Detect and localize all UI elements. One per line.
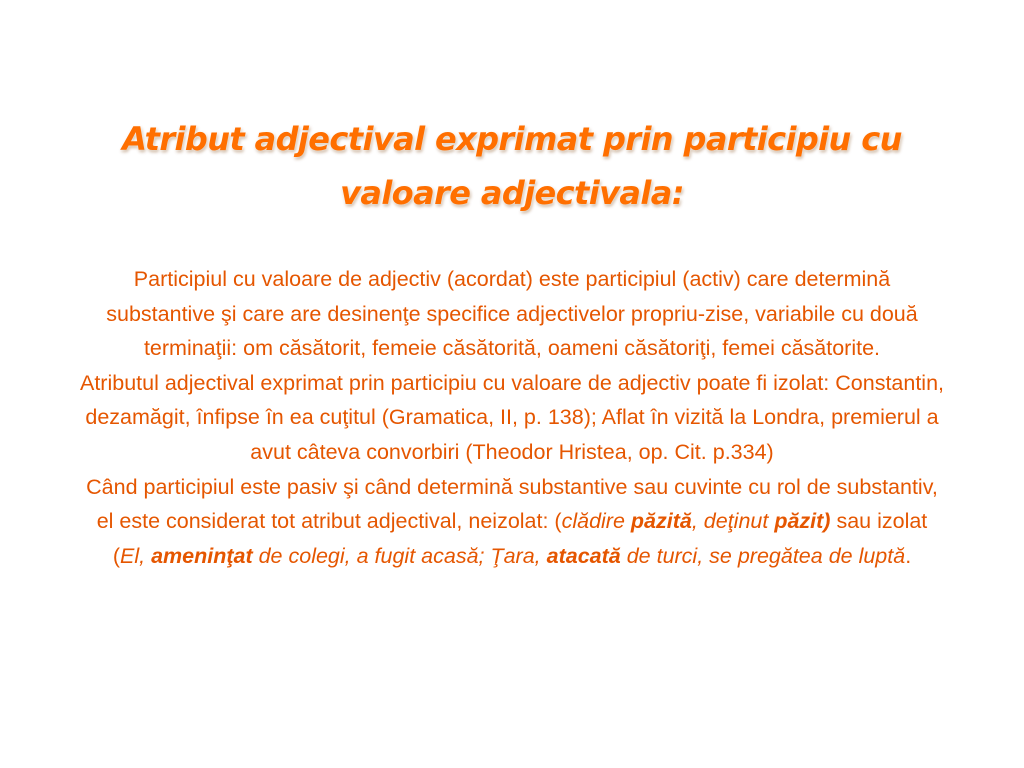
- example-italic: de turci, se pregătea de luptă: [620, 543, 906, 568]
- text-run: Când participiul este pasiv şi când determină substantive sau cuvinte cu rol de substantiv, el este considerat tot atribut adjectival, neizolat: (: [86, 474, 938, 534]
- paragraph-passive-participle: [78, 470, 946, 574]
- text-run: sau izolat (: [112, 509, 928, 568]
- example-emphasis: păzită: [630, 509, 692, 534]
- text-run: .: [905, 543, 912, 568]
- example-emphasis: atacată: [546, 543, 621, 568]
- example-italic: de colegi, a fugit acasă; Ţara,: [252, 543, 547, 568]
- example-italic: , deţinut: [691, 509, 775, 534]
- example-italic: El,: [119, 543, 152, 568]
- slide-body: [78, 262, 946, 573]
- paragraph-isolated-attribute: Atributul adjectival exprimat prin participiu cu valoare de adjectiv poate fi izolat: Constantin, dezamăgit, înfipse în ea cuţitul (Gramatica, II, p. 138); Aflat în vizită la Londra, premierul a avut câteva convorbiri (Theodor Hristea, op. Cit. p.334): [79, 370, 945, 464]
- paragraph-participle-definition: Participiul cu valoare de adjectiv (acordat) este participiul (activ) care determină substantive şi care are desinenţe specifice adjectivelor propriu-zise, variabile cu două terminaţii: om căsătorit, femeie căsătorită, oameni căsătoriţi, femei căsătorite.: [106, 267, 918, 361]
- example-emphasis: ameninţat: [151, 543, 253, 568]
- example-emphasis: păzit): [774, 509, 831, 534]
- example-italic: clădire: [561, 509, 631, 534]
- slide-title: Atribut adjectival exprimat prin participiu cu valoare adjectivala:: [122, 120, 902, 212]
